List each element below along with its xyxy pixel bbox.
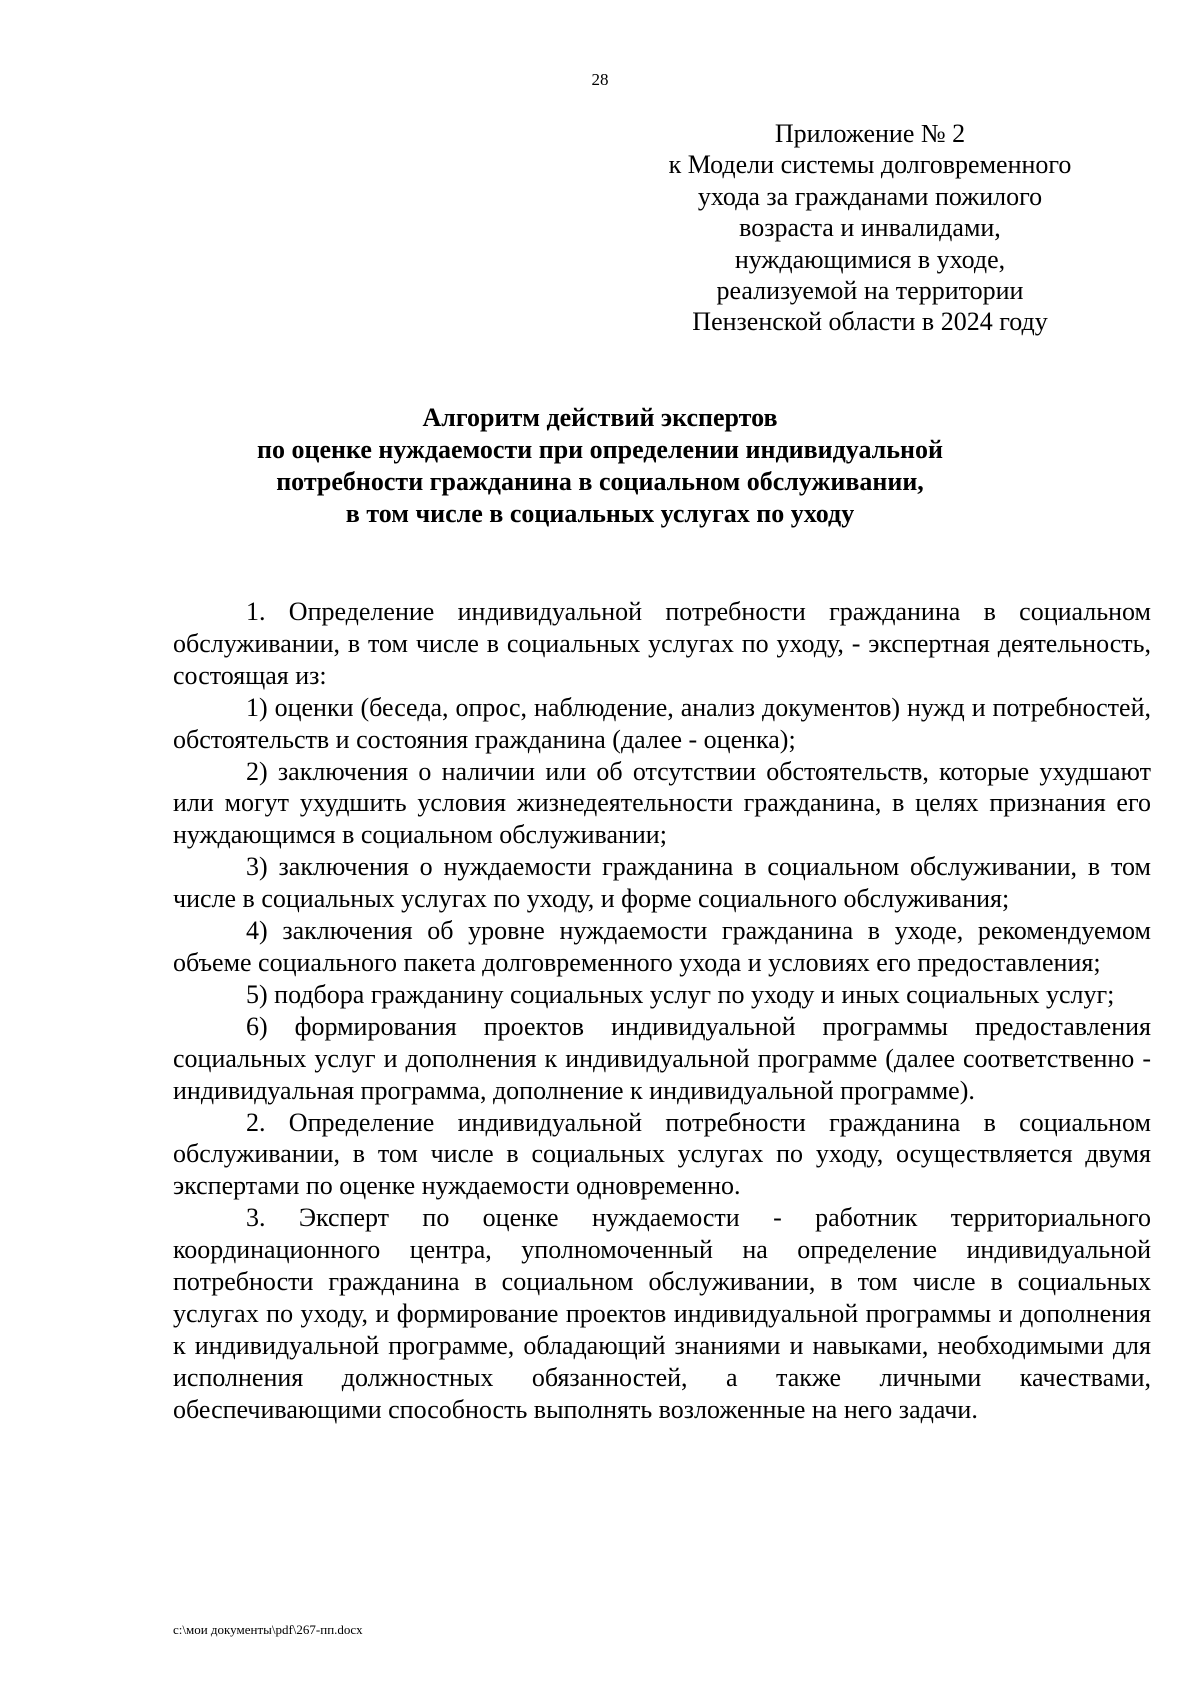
paragraph: 1. Определение индивидуальной потребности гражданина в социальном обслуживании, в том числе в социальных услугах по уходу, - экспертная деятельность, состоящая из: (173, 597, 1151, 690)
paragraph: 2. Определение индивидуальной потребности гражданина в социальном обслуживании, в том числе в социальных услугах по уходу, осуществляется двумя экспертами по оценке нуждаемости одновременно. (173, 1107, 1151, 1201)
appendix-line: реализуемой на территории (716, 276, 1024, 306)
paragraph: 3. Эксперт по оценке нуждаемости - работник территориального координационного центра, уполномоченный на определение индивидуальной потребности гражданина в социальном обслуживании, в том числе в социальных услугах по уходу, и формирование проектов индивидуальной программы и дополнения к индивидуальной программе, обладающий знаниями и навыками, необходимыми для исполнения должностных обязанностей, а также личными качествами, обеспечивающими способность выполнять возложенные на него задачи. (173, 1203, 1151, 1424)
title-line: в том числе в социальных услугах по уходу (345, 499, 855, 528)
appendix-line: Приложение № 2 (774, 119, 966, 148)
appendix-header (640, 118, 1100, 338)
title-line: потребности гражданина в социальном обслуживании, (276, 467, 924, 496)
document-body (173, 596, 1151, 1426)
appendix-line: Пензенской области в 2024 году (692, 307, 1048, 337)
title-line: Алгоритм действий экспертов (422, 403, 778, 432)
page-number: 28 (591, 70, 609, 89)
appendix-line: нуждающимися в уходе, (734, 244, 1006, 274)
paragraph: 5) подбора гражданину социальных услуг по уходу и иных социальных услуг; (246, 979, 1115, 1009)
title-line: по оценке нуждаемости при определении индивидуальной (257, 435, 943, 464)
paragraph: 2) заключения о наличии или об отсутствии обстоятельств, которые ухудшают или могут ухудшить условия жизнедеятельности гражданина, в целях признания его нуждающимся в социальном обслуживании; (173, 756, 1151, 850)
paragraph: 1) оценки (беседа, опрос, наблюдение, анализ документов) нужд и потребностей, обстоятельств и состояния гражданина (далее - оценка); (173, 692, 1151, 754)
document-title (150, 402, 1050, 530)
paragraph: 4) заключения об уровне нуждаемости гражданина в уходе, рекомендуемом объеме социального пакета долговременного ухода и условиях его предоставления; (173, 916, 1151, 977)
appendix-line: ухода за гражданами пожилого (697, 181, 1043, 211)
footer-file-path: c:\мои документы\pdf\267-пп.docx (173, 1622, 363, 1637)
paragraph: 6) формирования проектов индивидуальной программы предоставления социальных услуг и дополнения к индивидуальной программе (далее соответственно - индивидуальная программа, дополнение к индивидуальной программе). (173, 1011, 1151, 1105)
appendix-line: возраста и инвалидами, (739, 213, 1001, 243)
paragraph: 3) заключения о нуждаемости гражданина в социальном обслуживании, в том числе в социальных услугах по уходу, и форме социального обслуживания; (173, 852, 1151, 914)
appendix-line: к Модели системы долговременного (668, 150, 1072, 180)
